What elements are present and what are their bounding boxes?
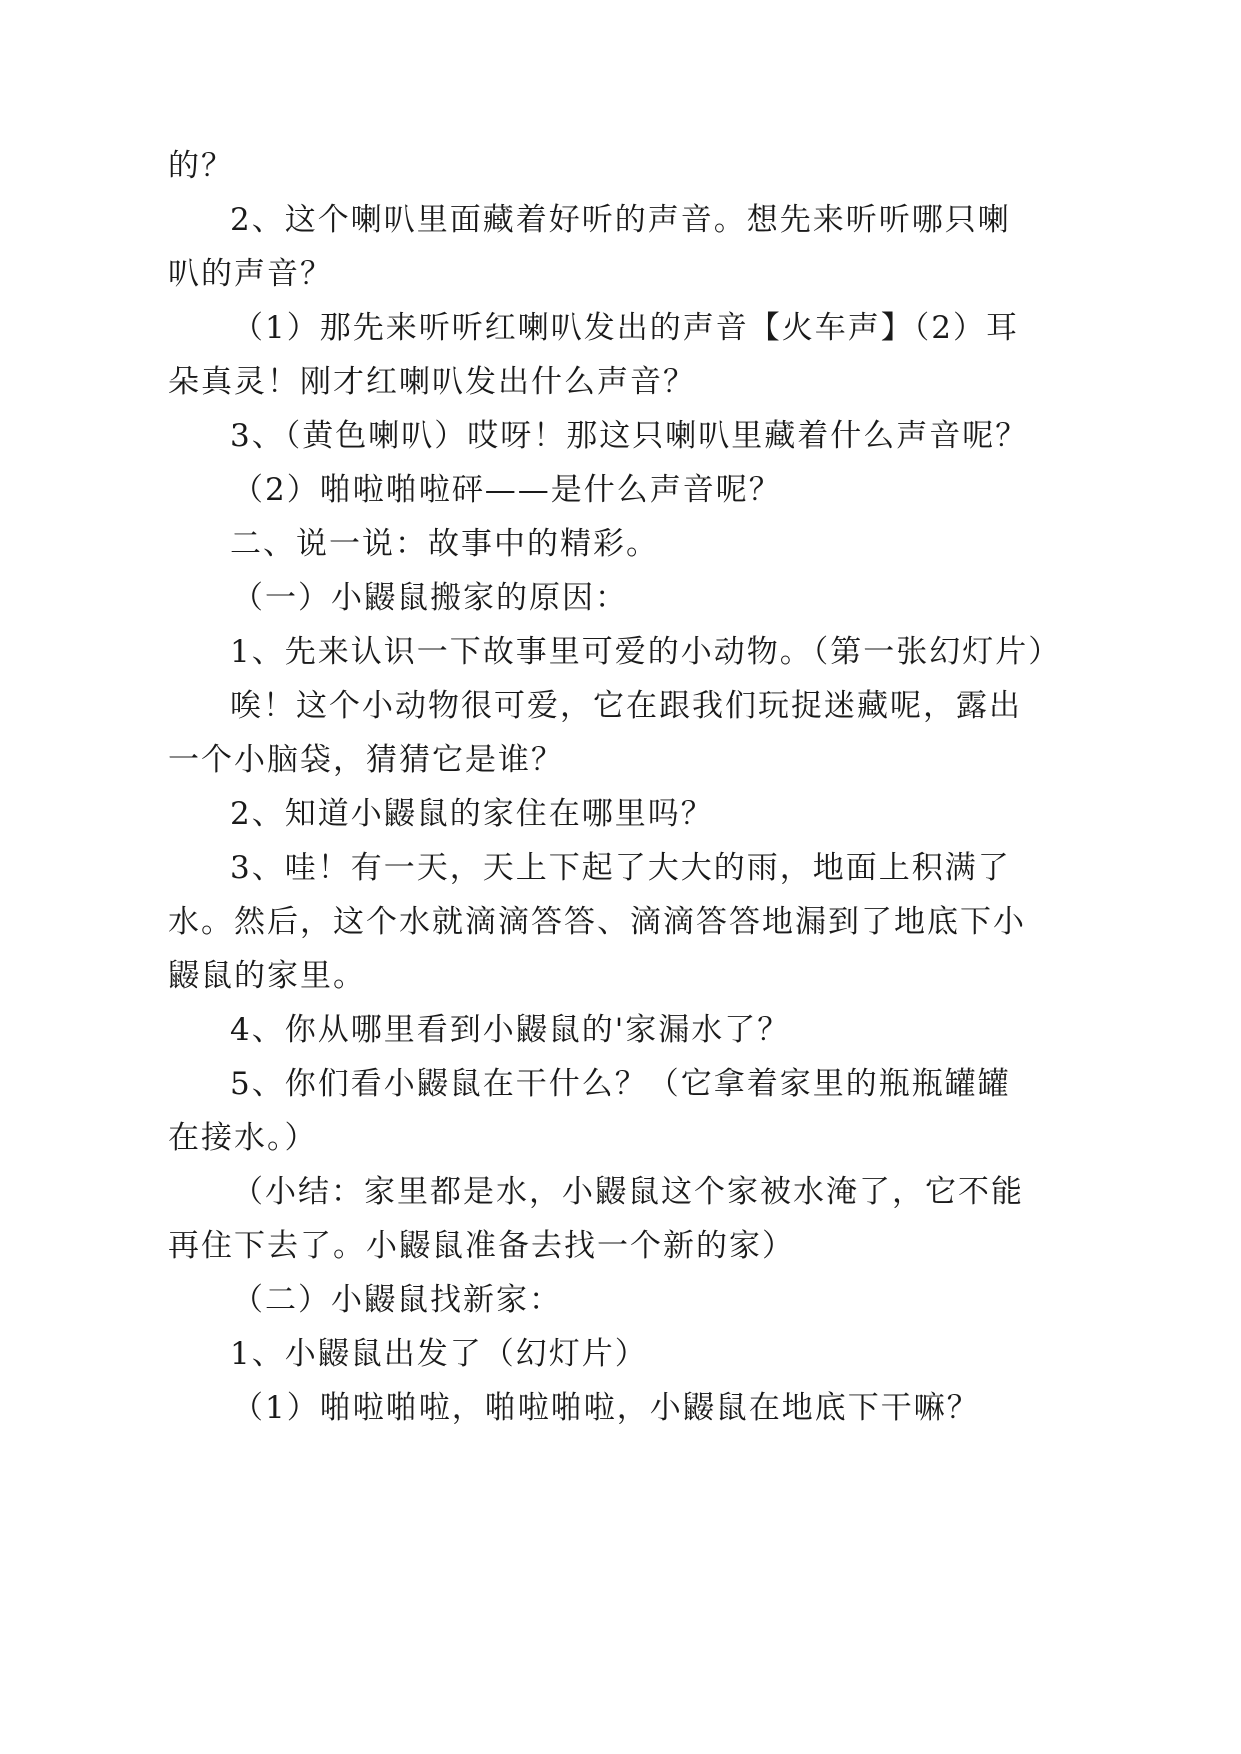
text-line: 的？ bbox=[168, 148, 234, 184]
text-line: 鼹鼠的家里。 bbox=[168, 958, 366, 994]
text-line: （1）那先来听听红喇叭发出的声音【火车声】（2）耳 bbox=[232, 310, 1019, 346]
text-line: 1、先来认识一下故事里可爱的小动物。（第一张幻灯片） bbox=[230, 634, 1062, 670]
text-line: 2、知道小鼹鼠的家住在哪里吗？ bbox=[230, 796, 714, 832]
text-line: 在接水。） bbox=[168, 1120, 318, 1156]
text-line: 3、（黄色喇叭）哎呀！那这只喇叭里藏着什么声音呢？ bbox=[230, 418, 1029, 454]
subsection-heading: （一）小鼹鼠搬家的原因： bbox=[232, 580, 628, 616]
text-line: 水。然后，这个水就滴滴答答、滴滴答答地漏到了地底下小 bbox=[168, 904, 1026, 940]
text-line: （1）啪啦啪啦，啪啦啪啦，小鼹鼠在地底下干嘛？ bbox=[232, 1390, 980, 1426]
text-line: 4、你从哪里看到小鼹鼠的'家漏水了？ bbox=[230, 1012, 791, 1048]
subsection-heading: （二）小鼹鼠找新家： bbox=[232, 1282, 562, 1318]
text-line: 唉！这个小动物很可爱，它在跟我们玩捉迷藏呢，露出 bbox=[230, 688, 1022, 724]
text-line: 一个小脑袋，猜猜它是谁？ bbox=[168, 742, 564, 778]
text-line: （2）啪啦啪啦砰——是什么声音呢？ bbox=[232, 472, 782, 508]
text-line: 再住下去了。小鼹鼠准备去找一个新的家） bbox=[168, 1228, 795, 1264]
text-line: 1、小鼹鼠出发了（幻灯片） bbox=[230, 1336, 648, 1372]
text-line: 3、哇！有一天，天上下起了大大的雨，地面上积满了 bbox=[230, 850, 1011, 886]
section-heading: 二、说一说：故事中的精彩。 bbox=[230, 526, 659, 562]
text-line: 5、你们看小鼹鼠在干什么？（它拿着家里的瓶瓶罐罐 bbox=[230, 1066, 1011, 1102]
text-line: 叭的声音？ bbox=[168, 256, 333, 292]
text-line: 朵真灵！刚才红喇叭发出什么声音？ bbox=[168, 364, 696, 400]
text-line: 2、这个喇叭里面藏着好听的声音。想先来听听哪只喇 bbox=[230, 202, 1011, 238]
text-line: （小结：家里都是水，小鼹鼠这个家被水淹了，它不能 bbox=[232, 1174, 1024, 1210]
